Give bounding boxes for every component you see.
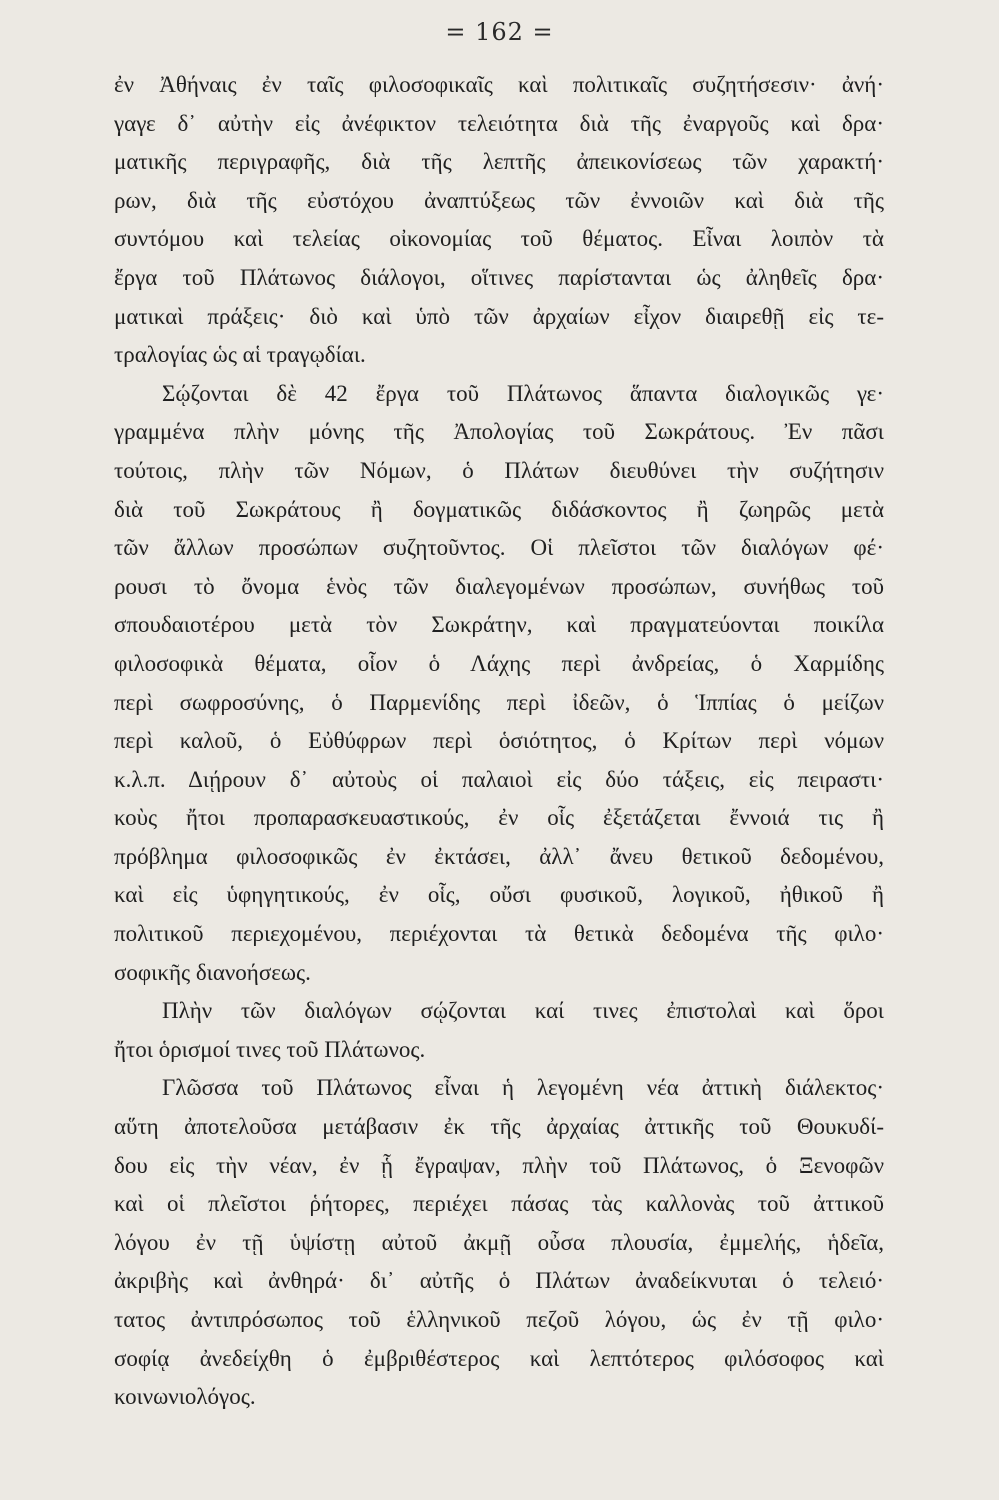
text-line: δου εἰς τὴν νέαν, ἐν ᾗ ἔγραψαν, πλὴν τοῦ Πλάτωνος, ὁ Ξενοφῶν	[114, 1152, 884, 1178]
text-line: γραμμένα πλὴν μόνης τῆς Ἀπολογίας τοῦ Σωκράτους. Ἐν πᾶσι	[114, 419, 884, 445]
page-number: = 162 =	[445, 18, 554, 46]
text-line: κοὺς ἤτοι προπαρασκευαστικούς, ἐν οἷς ἐξετάζεται ἔννοιά τις ἢ	[114, 805, 884, 831]
text-line: ματικῆς περιγραφῆς, διὰ τῆς λεπτῆς ἀπεικονίσεως τῶν χαρακτή·	[114, 149, 884, 175]
text-line: τούτοις, πλὴν τῶν Νόμων, ὁ Πλάτων διευθύνει τὴν συζήτησιν	[114, 457, 884, 483]
text-line: ματικαὶ πράξεις· διὸ καὶ ὑπὸ τῶν ἀρχαίων εἶχον διαιρεθῇ εἰς τε-	[114, 303, 884, 329]
text-line: συντόμου καὶ τελείας οἰκονομίας τοῦ θέματος. Εἶναι λοιπὸν τὰ	[114, 226, 884, 252]
text-line: κοινωνιολόγος.	[114, 1384, 256, 1410]
text-line: τατος ἀντιπρόσωπος τοῦ ἑλληνικοῦ πεζοῦ λόγου, ὡς ἐν τῇ φιλο·	[114, 1307, 884, 1332]
text-line: λόγου ἐν τῇ ὑψίστῃ αὐτοῦ ἀκμῇ οὖσα πλουσία, ἐμμελής, ἡδεῖα,	[114, 1229, 884, 1255]
text-line: σοφίᾳ ἀνεδείχθη ὁ ἐμβριθέστερος καὶ λεπτότερος φιλόσοφος καὶ	[114, 1345, 884, 1371]
text-line: ρων, διὰ τῆς εὐστόχου ἀναπτύξεως τῶν ἐννοιῶν καὶ διὰ τῆς	[114, 187, 884, 213]
text-line: κ.λ.π. Διῄρουν δ᾽ αὐτοὺς οἱ παλαιοὶ εἰς δύο τάξεις, εἰς πειραστι·	[114, 766, 884, 792]
text-line: πολιτικοῦ περιεχομένου, περιέχονται τὰ θετικὰ δεδομένα τῆς φιλο·	[114, 921, 884, 947]
text-line: διὰ τοῦ Σωκράτους ἢ δογματικῶς διδάσκοντος ἢ ζωηρῶς μετὰ	[114, 496, 884, 522]
text-line: σπουδαιοτέρου μετὰ τὸν Σωκράτην, καὶ πραγματεύονται ποικίλα	[114, 612, 884, 638]
text-line: πρόβλημα φιλοσοφικῶς ἐν ἐκτάσει, ἀλλ᾽ ἄνευ θετικοῦ δεδομένου,	[114, 843, 884, 869]
text-line: καὶ εἰς ὑφηγητικούς, ἐν οἷς, οὔσι φυσικοῦ, λογικοῦ, ἠθικοῦ ἢ	[114, 882, 884, 908]
body-text	[114, 66, 884, 1417]
text-line: Πλὴν τῶν διαλόγων σῴζονται καί τινες ἐπιστολαὶ καὶ ὅροι	[162, 998, 884, 1024]
text-line: Σῴζονται δὲ 42 ἔργα τοῦ Πλάτωνος ἅπαντα διαλογικῶς γε·	[162, 380, 884, 406]
text-line: τῶν ἄλλων προσώπων συζητοῦντος. Οἱ πλεῖστοι τῶν διαλόγων φέ·	[114, 535, 884, 561]
text-line: τραλογίας ὡς αἱ τραγῳδίαι.	[114, 342, 366, 368]
text-line: ἔργα τοῦ Πλάτωνος διάλογοι, οἵτινες παρίστανται ὡς ἀληθεῖς δρα·	[114, 264, 884, 290]
text-line: περὶ καλοῦ, ὁ Εὐθύφρων περὶ ὁσιότητος, ὁ Κρίτων περὶ νόμων	[114, 728, 884, 754]
text-line: γαγε δ᾽ αὐτὴν εἰς ἀνέφικτον τελειότητα διὰ τῆς ἐναργοῦς καὶ δρα·	[114, 110, 884, 136]
text-line: περὶ σωφροσύνης, ὁ Παρμενίδης περὶ ἰδεῶν, ὁ Ἱππίας ὁ μείζων	[114, 689, 884, 715]
text-line: σοφικῆς διανοήσεως.	[114, 959, 311, 985]
text-line: φιλοσοφικὰ θέματα, οἷον ὁ Λάχης περὶ ἀνδρείας, ὁ Χαρμίδης	[114, 650, 884, 676]
text-line: ἀκριβὴς καὶ ἀνθηρά· δι᾽ αὐτῆς ὁ Πλάτων ἀναδείκνυται ὁ τελειό·	[114, 1268, 884, 1294]
text-line: αὕτη ἀποτελοῦσα μετάβασιν ἐκ τῆς ἀρχαίας ἀττικῆς τοῦ Θουκυδί-	[114, 1114, 884, 1140]
text-line: ἐν Ἀθήναις ἐν ταῖς φιλοσοφικαῖς καὶ πολιτικαῖς συζητήσεσιν· ἀνή·	[114, 72, 884, 97]
text-line: ρουσι τὸ ὄνομα ἑνὸς τῶν διαλεγομένων προσώπων, συνήθως τοῦ	[114, 573, 884, 599]
text-line: ἤτοι ὁρισμοί τινες τοῦ Πλάτωνος.	[114, 1036, 426, 1062]
text-line: Γλῶσσα τοῦ Πλάτωνος εἶναι ἡ λεγομένη νέα ἀττικὴ διάλεκτος·	[162, 1075, 884, 1101]
text-line: καὶ οἱ πλεῖστοι ῥήτορες, περιέχει πάσας τὰς καλλονὰς τοῦ ἀττικοῦ	[114, 1191, 884, 1217]
